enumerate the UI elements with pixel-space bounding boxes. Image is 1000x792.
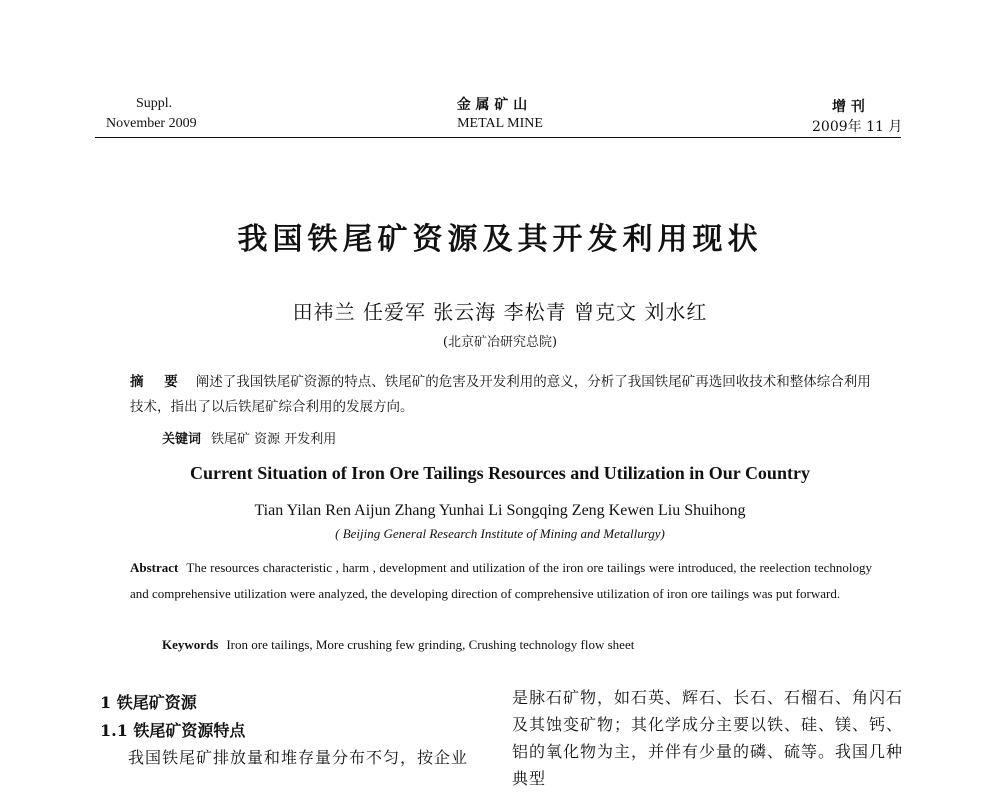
abstract-cn	[130, 370, 875, 420]
section-heading-1-1: 1.1 铁尾矿资源特点	[100, 721, 246, 740]
header-date-cn: 2009年 11 月	[812, 119, 903, 135]
abstract-en-label: Abstract	[130, 560, 179, 575]
authors-en: Tian Yilan Ren Aijun Zhang Yunhai Li Songqing Zeng Kewen Liu Shuihong	[254, 502, 746, 519]
section-heading-1: 1 铁尾矿资源	[100, 693, 197, 712]
affiliation-en: ( Beijing General Research Institute of Mining and Metallurgy)	[335, 526, 665, 541]
header-suppl: Suppl.	[136, 96, 173, 111]
keywords-cn-label: 关键词	[162, 432, 202, 447]
body-text-left: 我国铁尾矿排放量和堆存量分布不匀，按企业	[128, 748, 469, 767]
body-text-right: 是脉石矿物，如石英、辉石、长石、石榴石、角闪石及其蚀变矿物；其化学成分主要以铁、硅、镁、钙、铝的氧化物为主，并伴有少量的磷、硫等。我国几种典型	[512, 688, 904, 788]
abstract-cn-label: 摘 要	[130, 374, 186, 390]
affiliation-cn: (北京矿冶研究总院)	[442, 335, 558, 350]
abstract-en	[130, 555, 872, 607]
keywords-cn	[162, 428, 336, 447]
keywords-en-label: Keywords	[162, 637, 219, 652]
header-journal-en: METAL MINE	[457, 116, 543, 131]
header-date-en: November 2009	[106, 116, 197, 131]
keywords-en	[162, 637, 634, 653]
paper-title-en: Current Situation of Iron Ore Tailings Resources and Utilization in Our Country	[190, 463, 810, 483]
abstract-en-text: The resources characteristic , harm , development and utilization of the iron ore tailings were introduced, the reelection technology and comprehensive utilization were analyzed, the developing direction of comprehensive utilization of iron ore tailings was put forward.	[130, 560, 872, 601]
keywords-cn-text: 铁尾矿 资源 开发利用	[211, 432, 337, 447]
header-supplement-cn: 增 刊	[832, 99, 865, 115]
paper-title-cn: 我国铁尾矿资源及其开发利用现状	[237, 222, 763, 257]
header-divider	[95, 137, 901, 138]
authors-cn: 田祎兰 任爱军 张云海 李松青 曾克文 刘水红	[292, 300, 708, 324]
header-journal-cn: 金 属 矿 山	[456, 97, 528, 113]
keywords-en-text: Iron ore tailings, More crushing few grinding, Crushing technology flow sheet	[226, 637, 635, 652]
abstract-cn-text: 阐述了我国铁尾矿资源的特点、铁尾矿的危害及开发利用的意义，分析了我国铁尾矿再选回收技术和整体综合利用技术，指出了以后铁尾矿综合利用的发展方向。	[130, 374, 871, 415]
